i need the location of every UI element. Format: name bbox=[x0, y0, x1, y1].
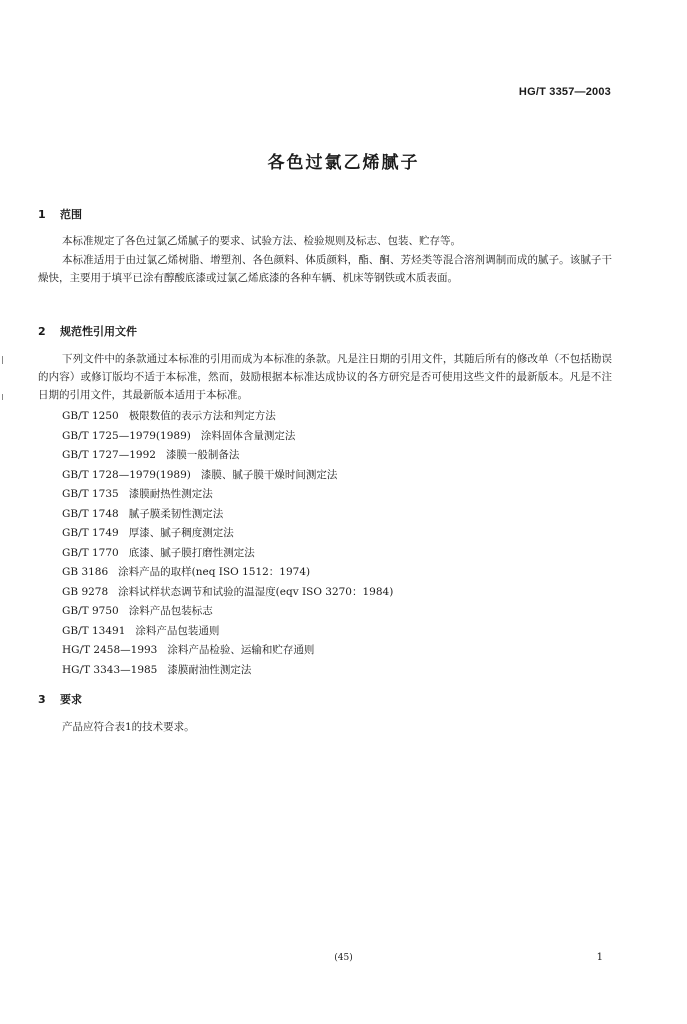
reference-title: 涂料试样状态调节和试验的温湿度(eqv ISO 3270：1984) bbox=[118, 585, 394, 598]
reference-code: GB/T 1748 bbox=[62, 507, 119, 520]
section-heading-requirements bbox=[38, 691, 82, 707]
reference-title: 涂料产品检验、运输和贮存通则 bbox=[167, 644, 315, 656]
reference-title: 涂料产品的取样(neq ISO 1512：1974) bbox=[118, 566, 311, 578]
reference-item bbox=[62, 505, 602, 525]
reference-code: GB/T 1749 bbox=[62, 527, 119, 539]
reference-item bbox=[62, 583, 602, 603]
reference-code: GB/T 1728—1979(1989) bbox=[62, 468, 191, 481]
reference-title: 厚漆、腻子稠度测定法 bbox=[128, 527, 234, 539]
reference-item bbox=[62, 407, 602, 427]
reference-code: GB 3186 bbox=[62, 566, 109, 578]
section-heading-scope bbox=[38, 206, 82, 222]
standard-number: HG/T 3357—2003 bbox=[518, 86, 611, 98]
reference-item bbox=[62, 466, 602, 486]
reference-item bbox=[62, 563, 602, 583]
reference-title: 漆膜耐油性测定法 bbox=[167, 663, 252, 676]
scope-paragraph-2: 本标准适用于由过氯乙烯树脂、增塑剂、各色颜料、体质颜料，酯、酮、芳烃类等混合溶剂调制而成的腻子。该腻子干燥快，主要用于填平已涂有醇酸底漆或过氯乙烯底漆的各种车辆、机床等钢铁或木质表面。 bbox=[38, 254, 612, 284]
reference-item bbox=[62, 485, 602, 505]
scan-artifact bbox=[2, 356, 3, 364]
reference-code: GB/T 1727—1992 bbox=[62, 449, 156, 461]
reference-code: GB/T 1735 bbox=[62, 488, 119, 500]
reference-item bbox=[62, 427, 602, 447]
section-number: 1 bbox=[38, 208, 46, 221]
reference-item bbox=[62, 641, 602, 661]
reference-title: 涂料固体含量测定法 bbox=[200, 429, 296, 442]
reference-title: 漆膜耐热性测定法 bbox=[128, 488, 213, 500]
section-number: 2 bbox=[38, 325, 46, 338]
section-title: 规范性引用文件 bbox=[60, 325, 137, 338]
reference-code: GB 9278 bbox=[62, 585, 109, 598]
scope-paragraph-1: 本标准规定了各色过氯乙烯腻子的要求、试验方法、检验规则及标志、包装、贮存等。 bbox=[62, 235, 461, 247]
reference-item bbox=[62, 524, 602, 544]
document-title: 各色过氯乙烯腻子 bbox=[267, 153, 420, 173]
reference-item bbox=[62, 622, 602, 642]
reference-item bbox=[62, 446, 602, 466]
reference-code: GB/T 1250 bbox=[62, 410, 119, 422]
reference-title: 涂料产品包装通则 bbox=[135, 624, 220, 637]
footer-page-number: (45) bbox=[334, 953, 353, 963]
reference-list bbox=[62, 407, 602, 680]
reference-title: 底漆、腻子膜打磨性测定法 bbox=[128, 546, 255, 559]
reference-code: GB/T 1725—1979(1989) bbox=[62, 429, 191, 442]
reference-item bbox=[62, 602, 602, 622]
reference-code: GB/T 1770 bbox=[62, 546, 119, 559]
scan-artifact bbox=[2, 394, 3, 400]
reference-code: HG/T 3343—1985 bbox=[62, 663, 158, 676]
reference-code: HG/T 2458—1993 bbox=[62, 644, 158, 656]
references-intro-paragraph: 下列文件中的条款通过本标准的引用而成为本标准的条款。凡是注日期的引用文件，其随后所有的修改单（不包括勘误的内容）或修订版均不适于本标准，然而，鼓励根据本标准达成协议的各方研究是否可使用这些文件的最新版本。凡是不注日期的引用文件，其最新版本适用于本标准。 bbox=[38, 353, 612, 401]
section-number: 3 bbox=[38, 693, 46, 706]
reference-title: 极限数值的表示方法和判定方法 bbox=[128, 410, 276, 422]
section-title: 范围 bbox=[60, 208, 82, 221]
reference-title: 漆膜、腻子膜干燥时间测定法 bbox=[200, 468, 338, 481]
reference-title: 腻子膜柔韧性测定法 bbox=[128, 507, 224, 520]
reference-title: 涂料产品包装标志 bbox=[128, 605, 213, 617]
reference-item bbox=[62, 661, 602, 681]
reference-code: GB/T 9750 bbox=[62, 605, 119, 617]
footer-sequence-number: 1 bbox=[596, 952, 603, 963]
section-heading-normative-references bbox=[38, 323, 137, 339]
requirements-paragraph: 产品应符合表1的技术要求。 bbox=[62, 721, 195, 733]
section-title: 要求 bbox=[60, 693, 82, 706]
reference-code: GB/T 13491 bbox=[62, 624, 126, 637]
reference-title: 漆膜一般制备法 bbox=[165, 449, 240, 461]
reference-item bbox=[62, 544, 602, 564]
